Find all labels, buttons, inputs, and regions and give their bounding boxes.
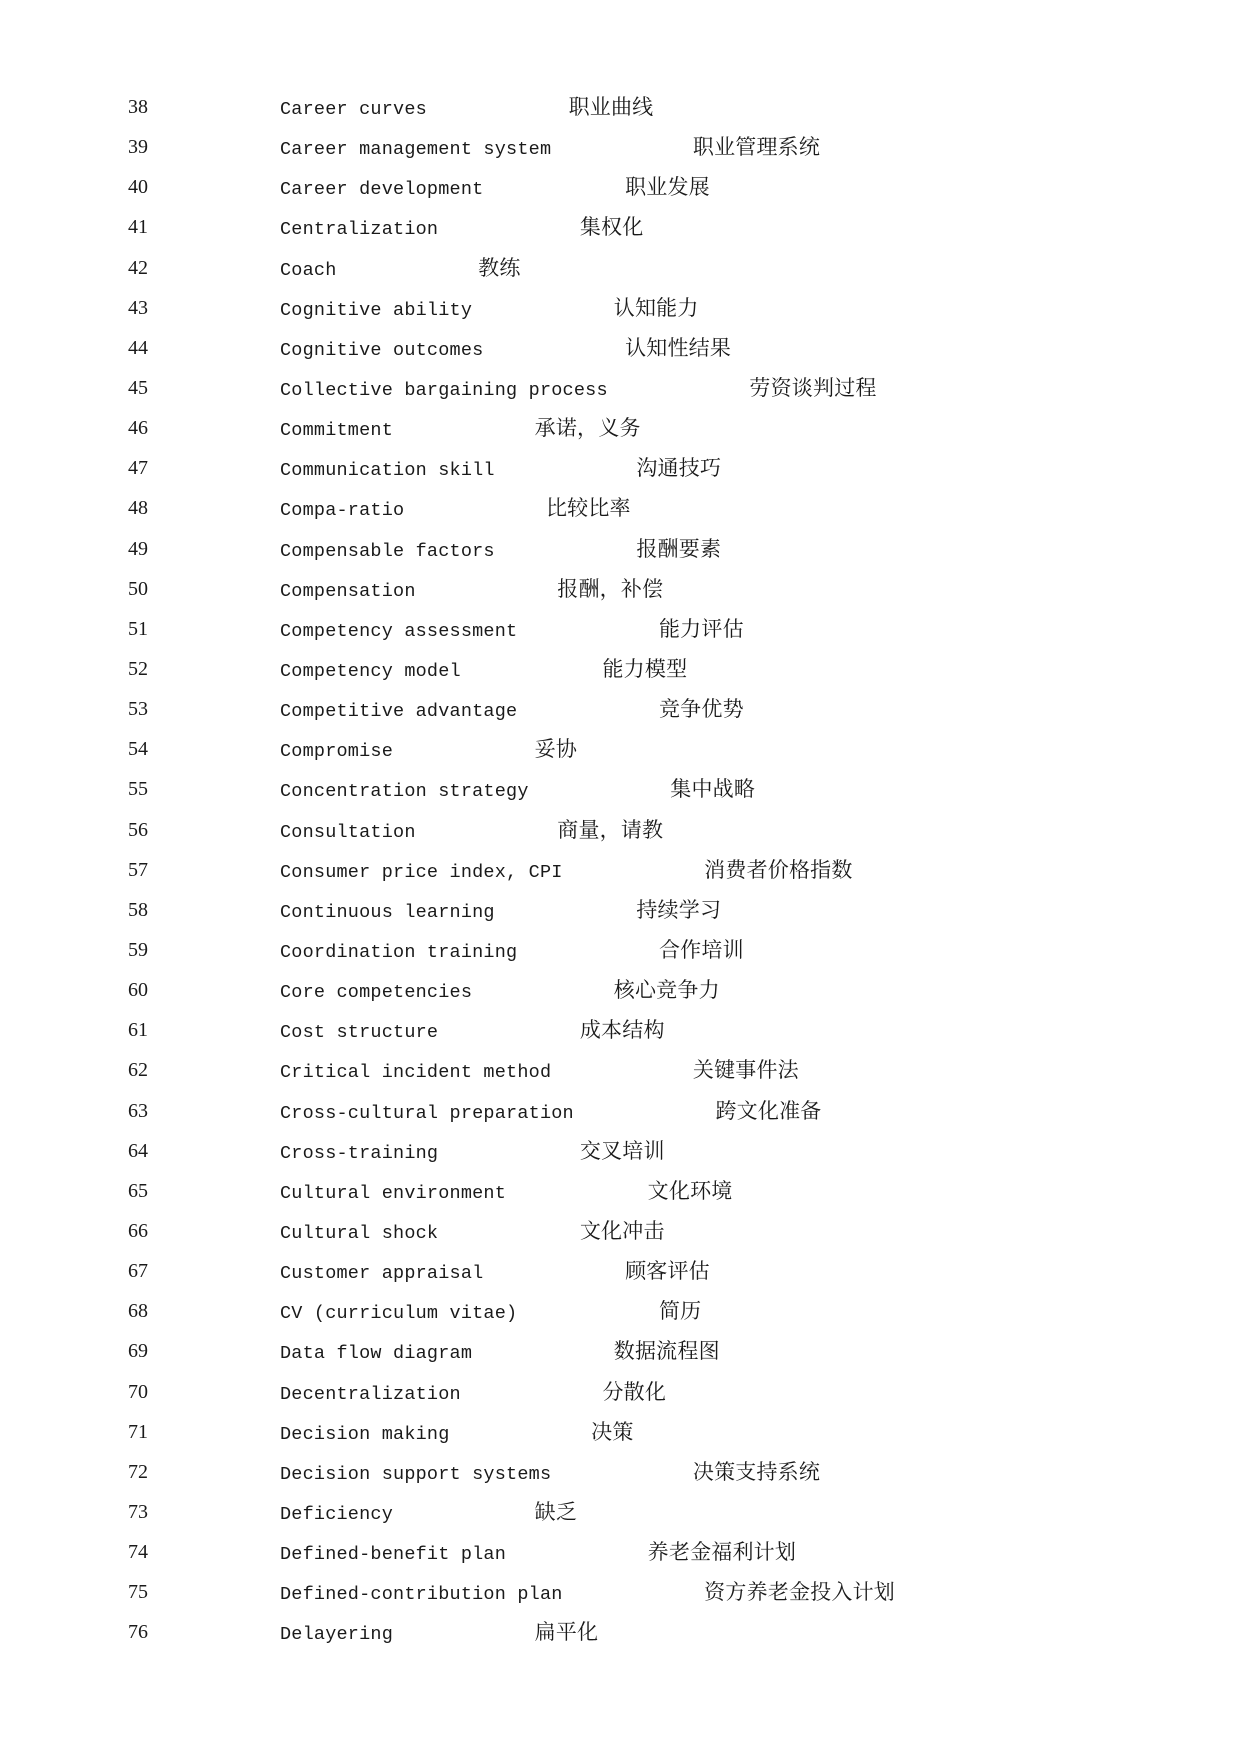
entry-number: 55 [128, 778, 148, 801]
entry-text [280, 617, 744, 644]
english-term: Cognitive outcomes [280, 339, 484, 361]
glossary-row [0, 1299, 1241, 1339]
term-gap [450, 1424, 586, 1445]
term-gap [472, 982, 608, 1003]
glossary-row [0, 938, 1241, 978]
english-term: Centralization [280, 219, 439, 241]
entry-number: 72 [128, 1460, 148, 1483]
glossary-row [0, 1259, 1241, 1299]
chinese-translation: 商量，请教 [557, 817, 664, 842]
term-gap [551, 1464, 687, 1485]
english-term: Career development [280, 179, 484, 201]
english-term: Compensation [280, 580, 416, 602]
glossary-row [0, 1460, 1241, 1500]
entry-text [280, 1058, 799, 1085]
entry-text [280, 296, 699, 323]
term-gap [495, 902, 631, 923]
term-gap [483, 340, 619, 361]
chinese-translation: 报酬要素 [636, 536, 722, 561]
entry-text [280, 1139, 665, 1166]
english-term: Cross-training [280, 1142, 439, 1164]
glossary-list [0, 95, 1241, 1660]
entry-number: 53 [128, 698, 148, 721]
chinese-translation: 文化环境 [647, 1178, 733, 1203]
term-gap [483, 179, 619, 200]
term-gap [506, 1183, 642, 1204]
english-term: Cross-cultural preparation [280, 1102, 574, 1124]
term-gap [461, 661, 597, 682]
chinese-translation: 扁平化 [534, 1620, 599, 1645]
entry-number: 76 [128, 1621, 148, 1644]
term-gap [608, 380, 744, 401]
chinese-translation: 职业发展 [625, 175, 710, 200]
english-term: Cultural environment [280, 1182, 507, 1204]
entry-number: 75 [128, 1581, 148, 1604]
term-gap [393, 1624, 529, 1645]
chinese-translation: 承诺，义务 [534, 416, 641, 441]
entry-text [280, 777, 755, 804]
entry-text [280, 215, 643, 242]
chinese-translation: 比较比率 [545, 496, 631, 521]
glossary-row [0, 898, 1241, 938]
english-term: Compa-ratio [280, 500, 405, 522]
entry-number: 57 [128, 858, 148, 881]
glossary-row [0, 978, 1241, 1018]
term-gap [337, 260, 473, 281]
english-term: Decision support systems [280, 1463, 552, 1485]
english-term: Concentration strategy [280, 781, 529, 803]
english-term: Defined-contribution plan [280, 1584, 563, 1606]
chinese-translation: 妥协 [534, 737, 578, 762]
glossary-row [0, 1580, 1241, 1620]
english-term: Commitment [280, 420, 394, 442]
glossary-row [0, 456, 1241, 496]
english-term: Customer appraisal [280, 1263, 484, 1285]
entry-text [280, 1540, 796, 1567]
chinese-translation: 资方养老金投入计划 [704, 1580, 895, 1605]
glossary-row [0, 1179, 1241, 1219]
glossary-row [0, 657, 1241, 697]
term-gap [517, 1303, 653, 1324]
english-term: Consumer price index, CPI [280, 861, 563, 883]
entry-text [280, 456, 721, 483]
english-term: Critical incident method [280, 1062, 552, 1084]
entry-number: 63 [128, 1099, 148, 1122]
glossary-row [0, 858, 1241, 898]
chinese-translation: 关键事件法 [692, 1058, 799, 1083]
english-term: Defined-benefit plan [280, 1544, 507, 1566]
entry-text [280, 1380, 666, 1407]
term-gap [427, 99, 563, 120]
entry-text [280, 1259, 710, 1286]
chinese-translation: 认知能力 [613, 295, 699, 320]
chinese-translation: 报酬，补偿 [557, 576, 664, 601]
entry-text [280, 858, 853, 885]
term-gap [574, 1103, 710, 1124]
entry-text [280, 1299, 701, 1326]
term-gap [416, 581, 552, 602]
chinese-translation: 职业曲线 [568, 95, 654, 119]
chinese-translation: 顾客评估 [625, 1259, 710, 1284]
entry-text [280, 537, 721, 564]
english-term: Data flow diagram [280, 1343, 473, 1365]
entry-text [280, 818, 663, 845]
glossary-row [0, 416, 1241, 456]
english-term: Coordination training [280, 941, 518, 963]
chinese-translation: 交叉培训 [579, 1138, 665, 1163]
entry-number: 39 [128, 136, 148, 159]
glossary-row [0, 818, 1241, 858]
glossary-row [0, 376, 1241, 416]
entry-number: 40 [128, 176, 148, 199]
entry-text [280, 95, 653, 122]
term-gap [438, 1022, 574, 1043]
english-term: Cognitive ability [280, 299, 473, 321]
term-gap [506, 1544, 642, 1565]
english-term: Delayering [280, 1624, 394, 1646]
entry-text [280, 1580, 895, 1607]
chinese-translation: 集中战略 [670, 777, 756, 802]
chinese-translation: 简历 [658, 1299, 702, 1324]
term-gap [438, 219, 574, 240]
entry-text [280, 577, 663, 604]
entry-text [280, 336, 731, 363]
glossary-row [0, 336, 1241, 376]
entry-text [280, 1179, 732, 1206]
glossary-row [0, 1099, 1241, 1139]
chinese-translation: 核心竞争力 [613, 978, 720, 1003]
entry-text [280, 1018, 665, 1045]
entry-number: 64 [128, 1139, 148, 1162]
entry-number: 67 [128, 1260, 148, 1283]
entry-number: 74 [128, 1541, 148, 1564]
entry-number: 62 [128, 1059, 148, 1082]
entry-text [280, 657, 687, 684]
term-gap [472, 1343, 608, 1364]
entry-number: 56 [128, 818, 148, 841]
chinese-translation: 缺乏 [534, 1499, 578, 1524]
entry-number: 49 [128, 537, 148, 560]
term-gap [404, 500, 540, 521]
entry-number: 60 [128, 979, 148, 1002]
glossary-row [0, 697, 1241, 737]
entry-text [280, 737, 577, 764]
chinese-translation: 能力评估 [658, 616, 744, 641]
entry-number: 66 [128, 1219, 148, 1242]
entry-number: 44 [128, 336, 148, 359]
english-term: Decision making [280, 1423, 450, 1445]
entry-number: 41 [128, 216, 148, 239]
english-term: Coach [280, 259, 337, 281]
entry-number: 61 [128, 1019, 148, 1042]
english-term: Career management system [280, 139, 552, 161]
glossary-row [0, 1339, 1241, 1379]
term-gap [438, 1223, 574, 1244]
chinese-translation: 消费者价格指数 [704, 857, 853, 882]
chinese-translation: 成本结构 [579, 1018, 665, 1043]
glossary-row [0, 1219, 1241, 1259]
chinese-translation: 竞争优势 [658, 697, 744, 722]
term-gap [393, 420, 529, 441]
glossary-row [0, 537, 1241, 577]
english-term: Communication skill [280, 460, 495, 482]
entry-number: 48 [128, 497, 148, 520]
chinese-translation: 持续学习 [636, 897, 722, 922]
chinese-translation: 沟通技巧 [636, 456, 722, 481]
entry-text [280, 376, 877, 403]
glossary-row [0, 777, 1241, 817]
entry-number: 73 [128, 1500, 148, 1523]
english-term: Deficiency [280, 1503, 394, 1525]
glossary-row [0, 135, 1241, 175]
entry-text [280, 898, 721, 925]
entry-number: 52 [128, 657, 148, 680]
english-term: Continuous learning [280, 901, 495, 923]
glossary-row [0, 496, 1241, 536]
glossary-row [0, 256, 1241, 296]
term-gap [416, 822, 552, 843]
glossary-row [0, 1540, 1241, 1580]
term-gap [563, 862, 699, 883]
chinese-translation: 集权化 [579, 215, 644, 240]
entry-number: 71 [128, 1420, 148, 1443]
entry-number: 47 [128, 457, 148, 480]
entry-text [280, 978, 720, 1005]
chinese-translation: 决策支持系统 [692, 1459, 821, 1484]
term-gap [517, 701, 653, 722]
chinese-translation: 教练 [478, 255, 521, 280]
english-term: Consultation [280, 821, 416, 843]
term-gap [563, 1584, 699, 1605]
entry-text [280, 256, 521, 283]
english-term: Core competencies [280, 982, 473, 1004]
term-gap [393, 1504, 529, 1525]
entry-text [280, 175, 710, 202]
chinese-translation: 认知性结果 [625, 335, 732, 360]
chinese-translation: 分散化 [602, 1379, 667, 1404]
glossary-row [0, 95, 1241, 135]
entry-number: 50 [128, 577, 148, 600]
entry-number: 43 [128, 296, 148, 319]
term-gap [495, 541, 631, 562]
chinese-translation: 养老金福利计划 [647, 1540, 797, 1565]
entry-number: 46 [128, 417, 148, 440]
english-term: Competency assessment [280, 620, 518, 642]
glossary-row [0, 1420, 1241, 1460]
entry-text [280, 496, 631, 523]
english-term: Compensable factors [280, 540, 495, 562]
glossary-row [0, 1500, 1241, 1540]
entry-text [280, 135, 820, 162]
term-gap [393, 741, 529, 762]
term-gap [529, 781, 665, 802]
chinese-translation: 决策 [591, 1419, 634, 1444]
entry-text [280, 697, 744, 724]
term-gap [472, 300, 608, 321]
entry-text [280, 938, 744, 965]
glossary-row [0, 737, 1241, 777]
entry-number: 58 [128, 898, 148, 921]
entry-text [280, 1339, 720, 1366]
entry-number: 51 [128, 617, 148, 640]
glossary-row [0, 577, 1241, 617]
entry-text [280, 1620, 598, 1647]
term-gap [517, 942, 653, 963]
glossary-row [0, 215, 1241, 255]
entry-number: 70 [128, 1380, 148, 1403]
term-gap [551, 139, 687, 160]
entry-text [280, 1099, 821, 1126]
english-term: Collective bargaining process [280, 379, 608, 401]
chinese-translation: 劳资谈判过程 [749, 375, 877, 400]
glossary-row [0, 296, 1241, 336]
entry-text [280, 1460, 820, 1487]
entry-text [280, 1219, 665, 1246]
glossary-row [0, 1018, 1241, 1058]
entry-number: 59 [128, 938, 148, 961]
chinese-translation: 跨文化准备 [715, 1098, 822, 1123]
entry-number: 65 [128, 1179, 148, 1202]
glossary-row [0, 1058, 1241, 1098]
term-gap [461, 1384, 597, 1405]
glossary-row [0, 1139, 1241, 1179]
entry-number: 68 [128, 1300, 148, 1323]
entry-text [280, 416, 641, 443]
english-term: CV (curriculum vitae) [280, 1303, 518, 1325]
term-gap [495, 460, 631, 481]
glossary-row [0, 1380, 1241, 1420]
term-gap [551, 1062, 687, 1083]
chinese-translation: 职业管理系统 [692, 135, 821, 160]
entry-number: 42 [128, 256, 148, 279]
term-gap [483, 1263, 619, 1284]
entry-text [280, 1420, 634, 1447]
english-term: Career curves [280, 99, 427, 120]
glossary-row [0, 175, 1241, 215]
entry-text [280, 1500, 577, 1527]
english-term: Cost structure [280, 1022, 439, 1044]
chinese-translation: 数据流程图 [613, 1339, 720, 1364]
glossary-row [0, 1620, 1241, 1660]
term-gap [517, 621, 653, 642]
chinese-translation: 文化冲击 [579, 1218, 665, 1243]
entry-number: 69 [128, 1340, 148, 1363]
term-gap [438, 1143, 574, 1164]
glossary-row [0, 617, 1241, 657]
english-term: Competency model [280, 660, 461, 682]
english-term: Decentralization [280, 1383, 461, 1405]
entry-number: 38 [128, 96, 148, 118]
english-term: Compromise [280, 741, 394, 763]
english-term: Cultural shock [280, 1222, 439, 1244]
entry-number: 45 [128, 376, 148, 399]
chinese-translation: 能力模型 [602, 656, 688, 681]
chinese-translation: 合作培训 [658, 937, 744, 962]
english-term: Competitive advantage [280, 701, 518, 723]
entry-number: 54 [128, 738, 148, 761]
